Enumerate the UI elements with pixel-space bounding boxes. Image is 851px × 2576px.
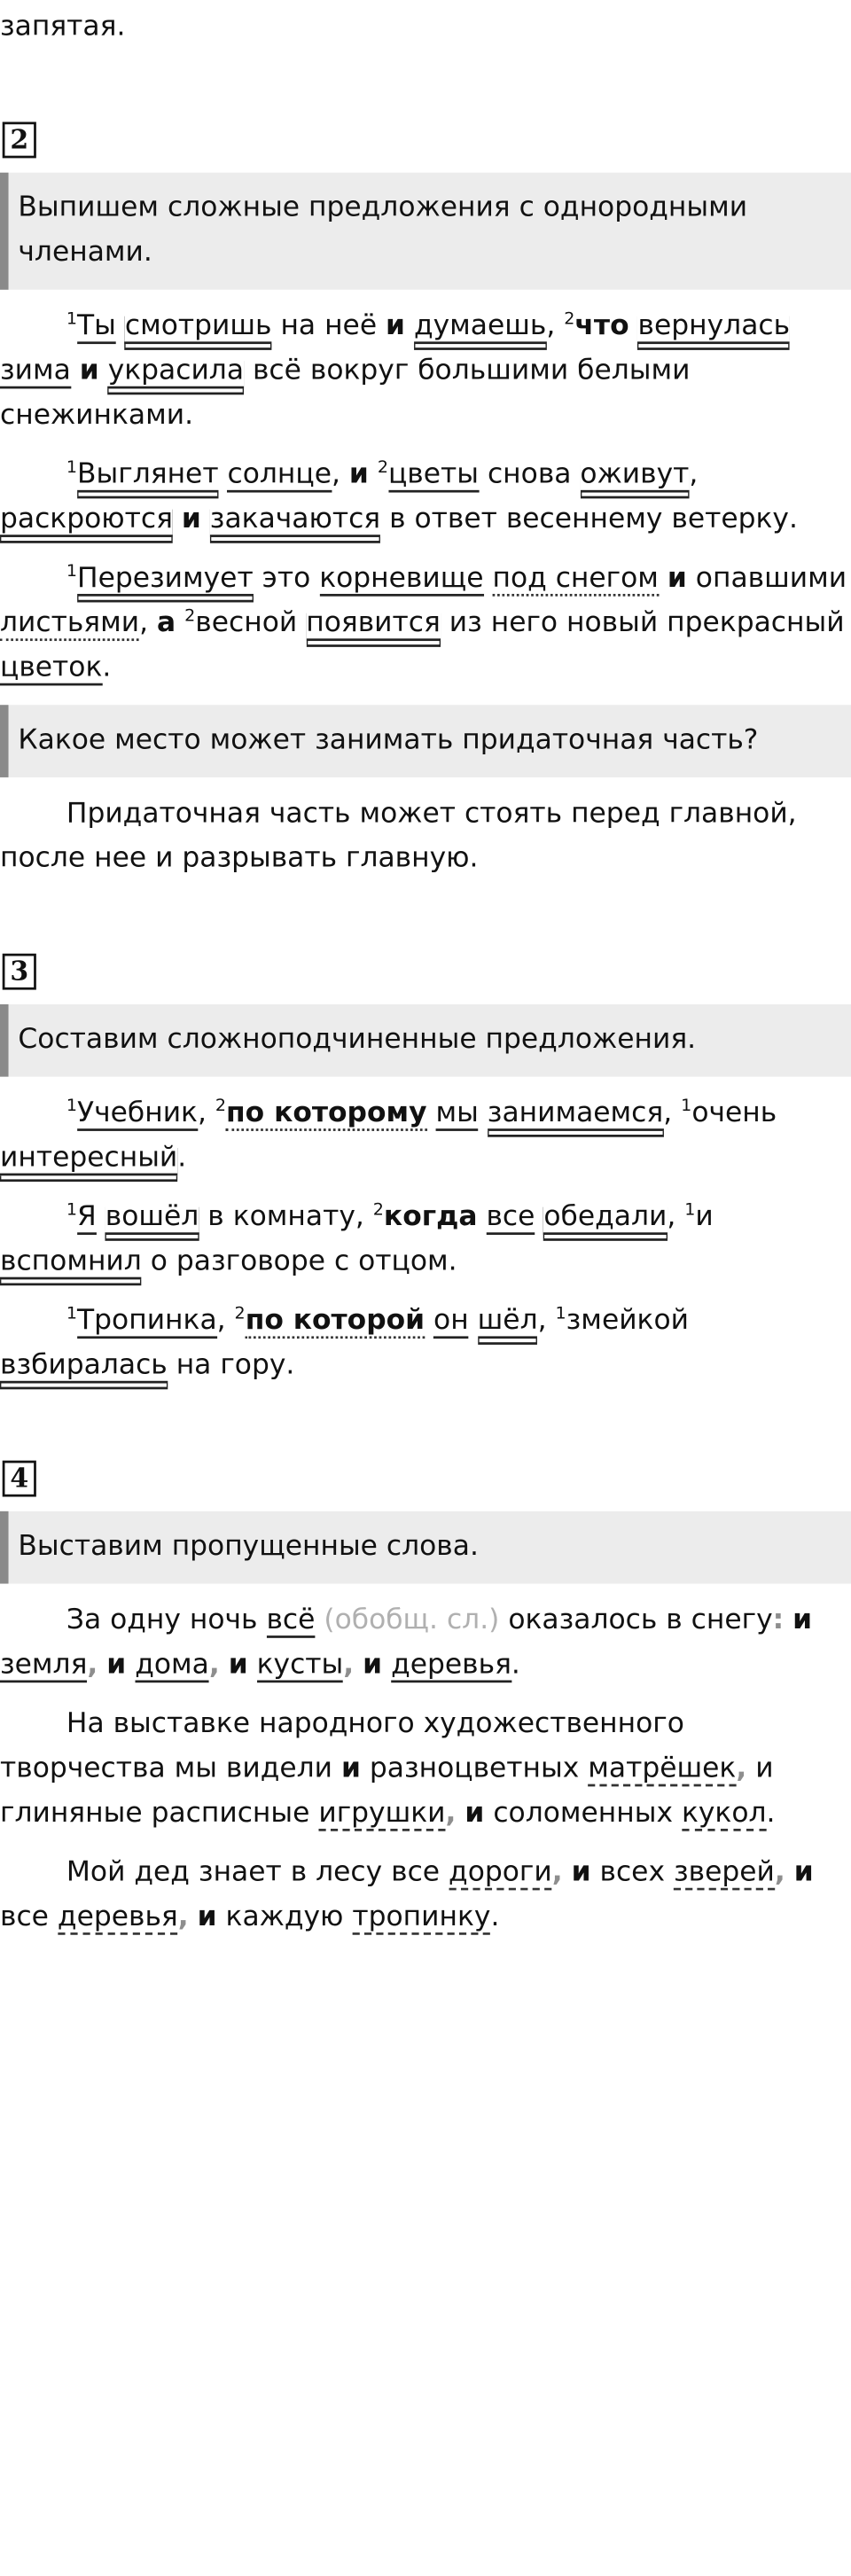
word: интересный: [0, 1142, 177, 1175]
answer-text: Придаточная часть может стоять перед главной, после нее и разрывать главную.: [0, 798, 797, 874]
punct: :: [772, 1604, 785, 1636]
word: солнце: [228, 458, 332, 492]
task-4: [0, 1461, 851, 1940]
word: земля: [0, 1649, 87, 1682]
conjunction: и: [571, 1856, 591, 1888]
word: думаешь: [414, 310, 546, 344]
conjunction: и: [228, 1649, 248, 1681]
fragment-text: запятая.: [0, 11, 126, 43]
word: За одну ночь: [66, 1604, 258, 1636]
word: под снегом: [492, 563, 658, 597]
conjunction: и: [340, 1752, 361, 1784]
word: всех: [599, 1856, 665, 1888]
word: деревья: [58, 1901, 178, 1935]
word: смотришь: [125, 310, 272, 344]
word: Тропинка: [77, 1305, 217, 1339]
sentence: $^1$Учебник, $^2$по которому мы занимаемся, $^1$очень интересный.: [0, 1091, 851, 1181]
word: зверей: [674, 1856, 775, 1890]
sentence: $^1$Тропинка, $^2$по которой он шёл, $^1$змейкой взбиралась на гору.: [0, 1299, 851, 1388]
word: всё вокруг большими белыми снежинками.: [0, 355, 691, 432]
word: снова: [487, 458, 572, 490]
word: вернулась: [638, 310, 791, 344]
punct: ,: [343, 1649, 355, 1681]
word: игрушки: [318, 1798, 445, 1831]
sentence: $^1$Ты смотришь на неё и думаешь, $^2$что вернулась зима и украсила всё вокруг большими белыми снежинками.: [0, 309, 791, 432]
question-block: Какое место может занимать придаточная часть?: [0, 705, 851, 777]
word: на гору.: [176, 1349, 295, 1381]
word: опавшими: [695, 562, 847, 594]
word: и глиняные расписные: [0, 1752, 774, 1829]
question-block: Выставим пропущенные слова.: [0, 1511, 851, 1584]
conjunction: а: [157, 606, 176, 639]
question-block: Выпишем сложные предложения с однородными членами.: [0, 173, 851, 290]
word: соломенных: [493, 1797, 673, 1829]
word: листьями: [0, 607, 139, 641]
word: вспомнил: [0, 1245, 142, 1279]
word: Перезимует: [77, 563, 254, 597]
word: дороги: [449, 1856, 552, 1890]
word: украсила: [108, 355, 244, 388]
conjunction: и: [363, 1649, 383, 1681]
conjunction: и: [181, 503, 201, 535]
conjunction: по которой: [246, 1305, 425, 1339]
word: взбиралась: [0, 1349, 168, 1383]
word: о разговоре с отцом.: [150, 1245, 457, 1277]
conjunction: по которому: [226, 1097, 426, 1131]
word: цветок: [0, 652, 102, 685]
word: Я: [77, 1201, 97, 1235]
word: дома: [135, 1649, 209, 1682]
word: На выставке народного художественного творчества мы видели: [0, 1707, 684, 1784]
sentence: На выставке народного художественного творчества мы видели и разноцветных матрёшек, и глиняные расписные игрушки, и соломенных кукол.: [0, 1702, 851, 1836]
word: деревья: [391, 1649, 511, 1682]
word: оказалось в снегу: [508, 1604, 773, 1636]
conjunction: и: [386, 309, 405, 342]
word: на неё: [280, 309, 378, 342]
word: он: [433, 1305, 469, 1339]
task-number: 2: [3, 122, 36, 159]
word: Ты: [77, 310, 116, 344]
word: Мой дед знает в лесу все: [66, 1856, 441, 1888]
task-2: [0, 122, 851, 882]
word: из него новый прекрасный: [449, 606, 845, 639]
sentence: Мой дед знает в лесу все дороги, и всех зверей, и все деревья, и каждую тропинку.: [0, 1850, 851, 1940]
word: мы: [435, 1097, 478, 1131]
word: тропинку: [352, 1901, 490, 1935]
word: разноцветных: [369, 1752, 580, 1784]
word: появится: [306, 607, 441, 641]
word: обедали: [543, 1201, 667, 1235]
punct: ,: [551, 1856, 563, 1888]
conjunction: и: [465, 1797, 485, 1829]
word: весной: [195, 606, 298, 639]
punct: ,: [208, 1649, 220, 1681]
word: Выглянет: [77, 458, 219, 492]
word: корневище: [319, 563, 483, 597]
conjunction: и: [792, 1604, 813, 1636]
word: закачаются: [210, 503, 380, 537]
conjunction: и: [667, 562, 687, 594]
conjunction: и: [793, 1856, 814, 1888]
word: занимаемся: [488, 1097, 663, 1131]
word: это: [262, 562, 311, 594]
punct: ,: [87, 1649, 98, 1681]
word: в ответ весеннему ветерку.: [389, 503, 798, 535]
question-block: Составим сложноподчиненные предложения.: [0, 1004, 851, 1077]
conjunction: и: [79, 355, 99, 386]
word: каждую: [225, 1901, 344, 1933]
conjunction: и: [348, 458, 369, 490]
word: кукол: [682, 1798, 767, 1831]
word: очень: [691, 1097, 777, 1129]
word: вошёл: [105, 1201, 199, 1235]
word: матрёшек: [588, 1752, 736, 1786]
punct: ,: [177, 1901, 189, 1933]
word: цветы: [388, 458, 479, 492]
task-number: 4: [3, 1461, 36, 1497]
sentence: За одну ночь всё (обобщ. сл.) оказалось в снегу: и земля, и дома, и кусты, и деревья.: [0, 1598, 851, 1688]
sentence: $^1$Перезимует это корневище под снегом и опавшими листьями, а $^2$весной появится из него новый прекрасный цветок.: [0, 557, 851, 691]
note: (обобщ. сл.): [324, 1604, 500, 1636]
conjunction: что: [574, 309, 629, 342]
conjunction: когда: [383, 1200, 478, 1233]
task-number: 3: [3, 954, 36, 990]
word: шёл: [478, 1305, 538, 1339]
punct: ,: [445, 1797, 457, 1829]
word: змейкой: [566, 1304, 689, 1337]
conjunction: и: [106, 1649, 127, 1681]
word: раскроются: [0, 503, 173, 537]
word: в комнату: [207, 1200, 355, 1233]
sentence: $^1$Выглянет солнце, и $^2$цветы снова оживут, раскроются и закачаются в ответ весеннему ветерку.: [0, 453, 851, 543]
word: зима: [0, 355, 71, 388]
word: оживут: [580, 458, 689, 492]
word: все: [486, 1201, 535, 1235]
word: все: [0, 1901, 49, 1933]
task-3: [0, 954, 851, 1388]
word: Учебник: [77, 1097, 198, 1131]
word: всё: [266, 1604, 315, 1638]
conjunction: и: [197, 1901, 217, 1933]
word: кусты: [257, 1649, 344, 1682]
punct: ,: [736, 1752, 747, 1784]
sentence: $^1$Я вошёл в комнату, $^2$когда все обедали, $^1$и вспомнил о разговоре с отцом.: [0, 1195, 851, 1284]
punct: ,: [774, 1856, 785, 1888]
word: и: [695, 1200, 714, 1233]
